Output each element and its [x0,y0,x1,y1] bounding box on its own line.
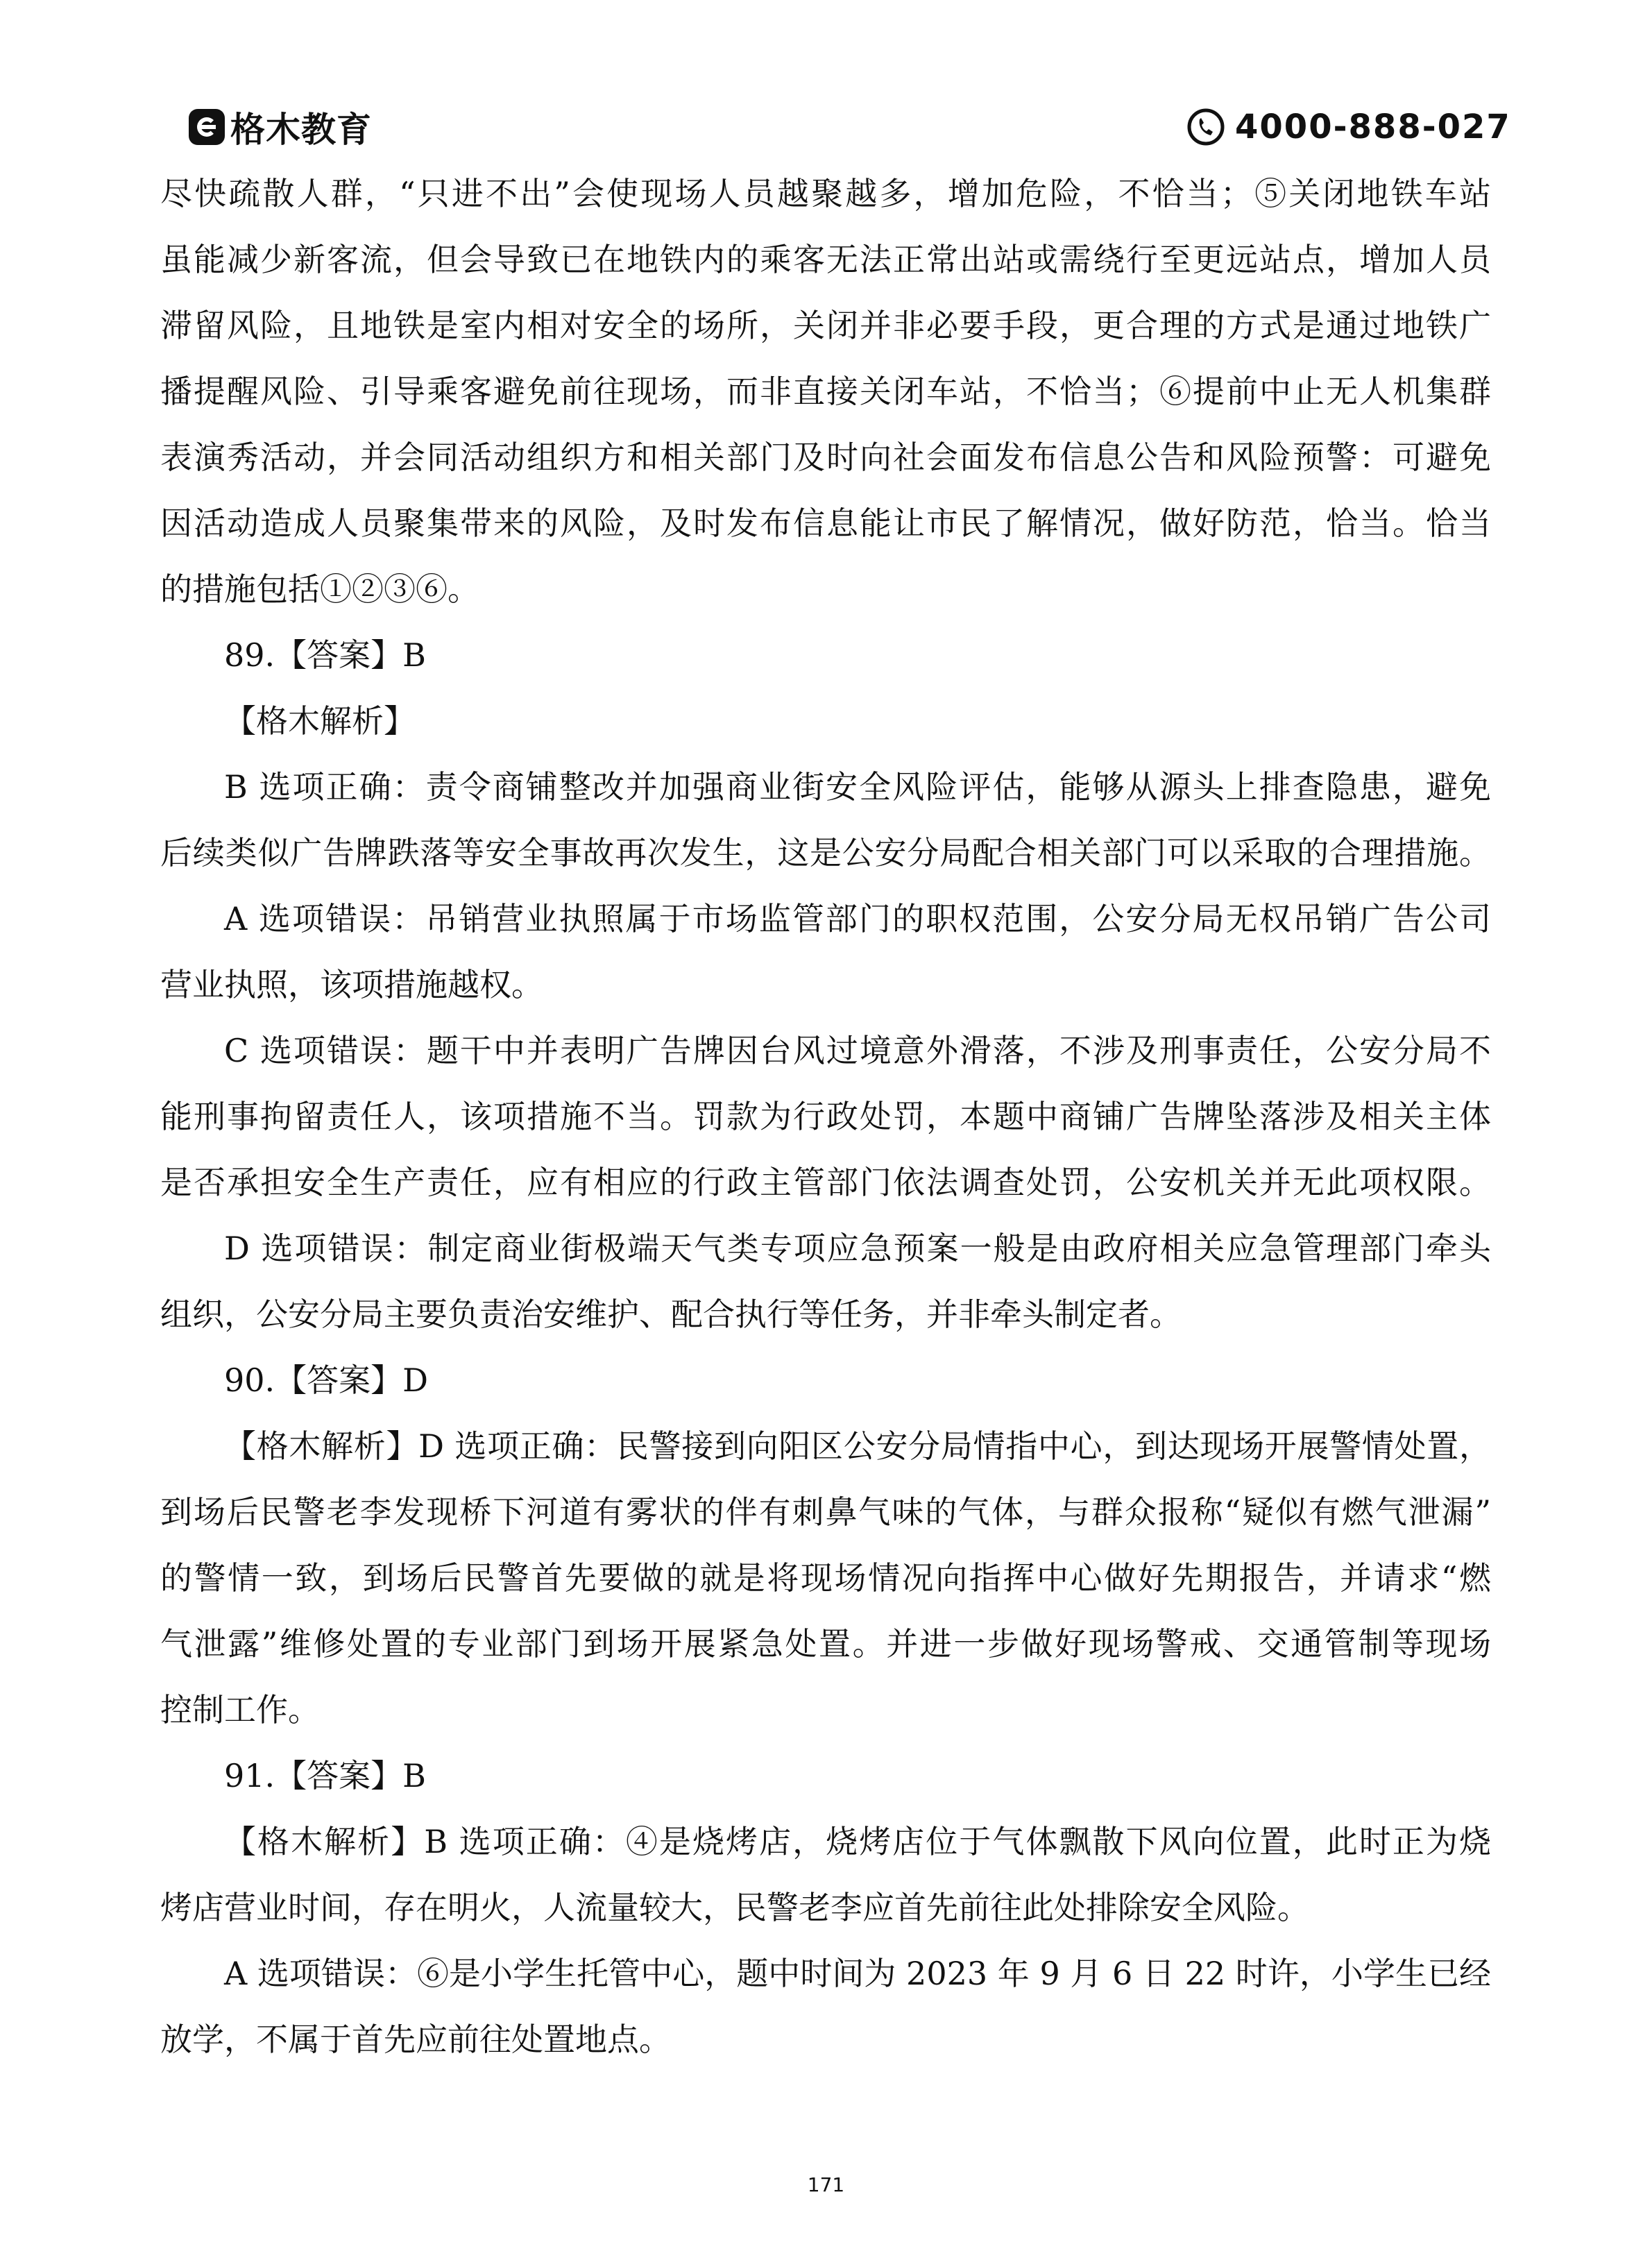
text-line: 滞留风险，且地铁是室内相对安全的场所，关闭并非必要手段，更合理的方式是通过地铁广 [160,307,1491,344]
text-line: 的警情一致，到场后民警首先要做的就是将现场情况向指挥中心做好先期报告，并请求“燃 [160,1559,1491,1597]
text-line: 播提醒风险、引导乘客避免前往现场，而非直接关闭车站，不恰当；⑥提前中止无人机集群 [160,373,1491,410]
document-body [160,161,1491,2073]
text-line: 【格木解析】B 选项正确：④是烧烤店，烧烤店位于气体飘散下风向位置，此时正为烧 [224,1823,1491,1860]
page-number: 171 [807,2173,845,2196]
brand-name: 格木教育 [230,110,372,150]
text-line: 【格木解析】D 选项正确：民警接到向阳区公安分局情指中心，到达现场开展警情处置， [224,1427,1491,1465]
analysis-heading: 【格木解析】 [224,702,416,740]
text-line: 后续类似广告牌跌落等安全事故再次发生，这是公安分局配合相关部门可以采取的合理措施。 [160,834,1491,872]
text-line: A 选项错误：⑥是小学生托管中心，题中时间为 2023 年 9 月 6 日 22 时许，小学生已经 [224,1955,1491,1992]
text-line: 控制工作。 [160,1691,320,1729]
text-line: C 选项错误：题干中并表明广告牌因台风过境意外滑落，不涉及刑事责任，公安分局不 [224,1032,1491,1069]
text-line: A 选项错误：吊销营业执照属于市场监管部门的职权范围，公安分局无权吊销广告公司 [224,900,1491,937]
answer-heading-91: 91.【答案】B [224,1757,426,1794]
answer-heading-90: 90.【答案】D [224,1361,429,1399]
text-line: 气泄露”维修处置的专业部门到场开展紧急处置。并进一步做好现场警戒、交通管制等现场 [160,1625,1491,1663]
text-line: 尽快疏散人群，“只进不出”会使现场人员越聚越多，增加危险，不恰当；⑤关闭地铁车站 [160,175,1491,212]
text-line: B 选项正确：责令商铺整改并加强商业街安全风险评估，能够从源头上排查隐患，避免 [224,768,1491,806]
text-line: 烤店营业时间，存在明火，人流量较大，民警老李应首先前往此处排除安全风险。 [160,1889,1309,1926]
text-line: 放学，不属于首先应前往处置地点。 [160,2021,671,2058]
hotline [1186,104,1511,150]
text-line: 因活动造成人员聚集带来的风险，及时发布信息能让市民了解情况，做好防范，恰当。恰当 [160,504,1491,542]
text-line: 营业执照，该项措施越权。 [160,966,543,1003]
phone-icon [1186,108,1225,146]
text-line: 虽能减少新客流，但会导致已在地铁内的乘客无法正常出站或需绕行至更远站点，增加人员 [160,241,1491,278]
text-line: 是否承担安全生产责任，应有相应的行政主管部门依法调查处罚，公安机关并无此项权限。 [160,1164,1491,1201]
brand-logo-icon [189,109,225,145]
brand-logo [189,104,372,150]
answer-heading-89: 89.【答案】B [224,636,426,674]
text-line: 到场后民警老李发现桥下河道有雾状的伴有刺鼻气味的气体，与群众报称“疑似有燃气泄漏” [160,1493,1491,1531]
text-line: 组织，公安分局主要负责治安维护、配合执行等任务，并非牵头制定者。 [160,1296,1182,1333]
text-line: 的措施包括①②③⑥。 [160,570,479,608]
text-line: D 选项错误：制定商业街极端天气类专项应急预案一般是由政府相关应急管理部门牵头 [224,1230,1491,1267]
text-line: 能刑事拘留责任人，该项措施不当。罚款为行政处罚，本题中商铺广告牌坠落涉及相关主体 [160,1098,1491,1135]
hotline-number: 4000-888-027 [1235,108,1511,146]
text-line: 表演秀活动，并会同活动组织方和相关部门及时向社会面发布信息公告和风险预警：可避免 [160,439,1491,476]
